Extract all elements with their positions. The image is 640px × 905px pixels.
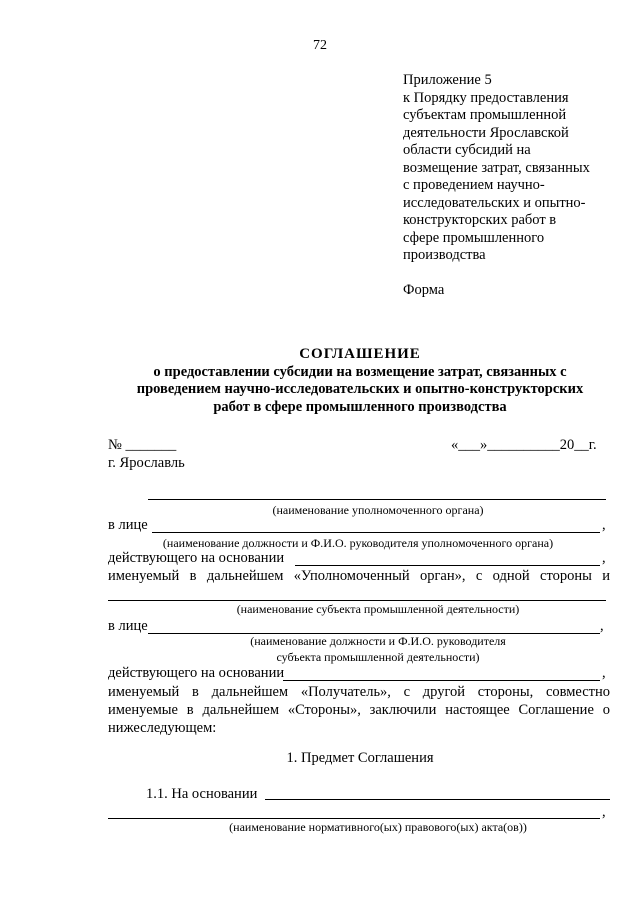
comma: , xyxy=(602,665,606,681)
document-title xyxy=(100,346,620,416)
word: именуемый xyxy=(108,684,180,700)
subject-basis-field[interactable] xyxy=(283,680,600,681)
subject-name-field[interactable] xyxy=(108,600,606,601)
word: дальнейшем xyxy=(211,684,289,700)
authority-name-field[interactable] xyxy=(148,499,606,500)
word: стороны, xyxy=(477,684,534,700)
word: «Уполномоченный xyxy=(293,568,410,584)
word: дальнейшем xyxy=(206,568,284,584)
caption-authority: (наименование уполномоченного органа) xyxy=(272,503,484,517)
appendix-line: Приложение 5 xyxy=(403,72,492,88)
word: дальнейшем xyxy=(202,702,279,718)
word: в xyxy=(189,568,197,584)
appendix-line: сфере промышленного xyxy=(403,229,545,246)
appendix-line: конструкторских работ в xyxy=(403,212,557,228)
word: другой xyxy=(422,684,466,700)
legal-act-field[interactable] xyxy=(265,799,610,800)
agreement-number-field[interactable]: № _______ xyxy=(108,437,177,453)
word: с xyxy=(475,568,483,584)
word: в xyxy=(192,684,199,700)
authority-basis-field[interactable] xyxy=(295,565,600,566)
in-person-label: в лице xyxy=(108,618,148,634)
appendix-line: исследовательских и опытно- xyxy=(403,194,586,211)
word: о xyxy=(602,702,610,718)
caption-position-subject: субъекта промышленной деятельности) xyxy=(276,650,480,664)
comma: , xyxy=(602,804,606,820)
word: Соглашение xyxy=(518,702,594,718)
title-line: проведением научно-исследовательских и опытно-конструкторских xyxy=(136,381,584,397)
comma: , xyxy=(600,618,604,634)
named-recipient-text xyxy=(108,684,610,701)
comma: , xyxy=(602,517,606,533)
word: настоящее xyxy=(445,702,510,718)
appendix-line: возмещение затрат, связанных xyxy=(403,159,590,176)
word: и xyxy=(602,568,610,584)
appendix-line: деятельности Ярославской xyxy=(403,124,569,141)
comma: , xyxy=(602,550,606,566)
caption-position-authority: (наименование должности и Ф.И.О. руководителя уполномоченного органа) xyxy=(162,536,554,550)
appendix-line: производства xyxy=(403,247,486,263)
named-authority-text xyxy=(108,568,610,585)
caption-act: (наименование нормативного(ых) правового(ых) акта(ов)) xyxy=(229,820,527,834)
appendix-block xyxy=(403,72,613,299)
appendix-line: области субсидий на xyxy=(403,142,531,158)
appendix-line: с проведением научно- xyxy=(403,177,545,193)
word: одной xyxy=(492,568,530,584)
title-main: СОГЛАШЕНИЕ xyxy=(299,346,421,362)
section-title: 1. Предмет Соглашения xyxy=(286,750,434,766)
word: в xyxy=(186,702,194,718)
title-line: о предоставлении субсидии на возмещение затрат, связанных с xyxy=(153,363,567,380)
word: «Получатель», xyxy=(300,684,391,700)
word: стороны xyxy=(540,568,592,584)
city-label: г. Ярославль xyxy=(108,455,185,471)
word: «Стороны», xyxy=(287,702,361,718)
word: именуемый xyxy=(108,568,180,584)
word: именуемые xyxy=(108,702,178,718)
page-number: 72 xyxy=(313,38,327,53)
appendix-line: к Порядку предоставления xyxy=(403,89,569,106)
item-1-1-label: 1.1. На основании xyxy=(146,786,258,802)
caption-subject: (наименование субъекта промышленной деятельности) xyxy=(236,602,520,616)
acting-basis-label: действующего на основании xyxy=(108,665,285,681)
legal-act-field-continued[interactable] xyxy=(108,818,600,819)
word: заключили xyxy=(369,702,437,718)
word: с xyxy=(403,684,411,700)
form-label: Форма xyxy=(403,281,445,298)
title-line: работ в сфере промышленного производства xyxy=(213,398,507,415)
in-person-label: в лице xyxy=(108,517,148,533)
appendix-line: субъектам промышленной xyxy=(403,107,567,123)
agreement-date-field[interactable]: «___»__________20__г. xyxy=(451,437,597,453)
word: совместно xyxy=(545,684,610,700)
authority-head-field[interactable] xyxy=(152,532,600,533)
word: орган», xyxy=(419,568,466,584)
named-parties-text xyxy=(108,702,610,719)
hereinafter-text: нижеследующем: xyxy=(108,720,217,736)
acting-basis-label: действующего на основании xyxy=(108,550,285,566)
caption-position-subject: (наименование должности и Ф.И.О. руководителя xyxy=(250,634,506,648)
